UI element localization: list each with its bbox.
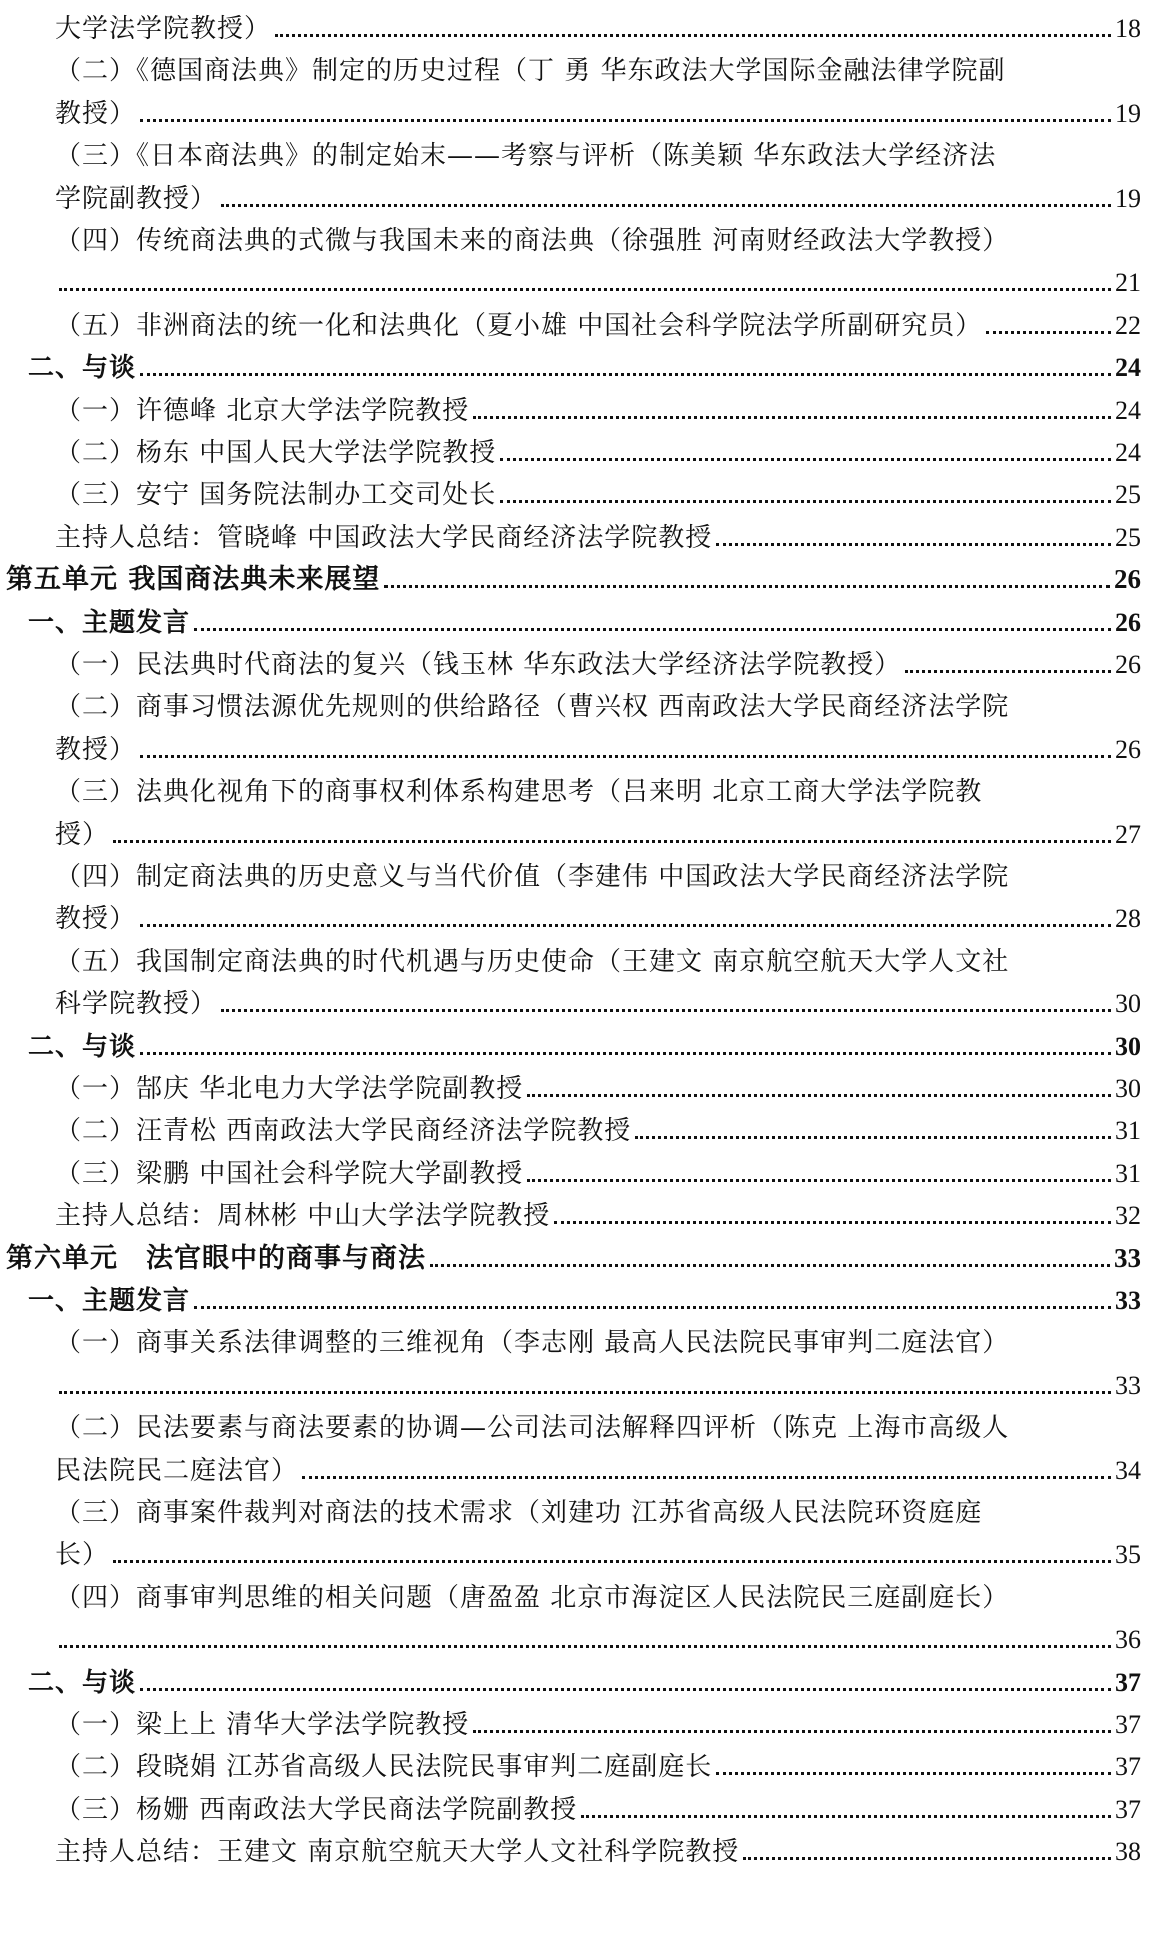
- toc-entry-title: （三）《日本商法典》的制定始末——考察与评析（陈美颖 华东政法大学经济法: [55, 141, 997, 172]
- dot-leader: [140, 755, 1111, 758]
- toc-entry-title: 教授）: [55, 734, 137, 765]
- toc-page-number: 22: [1115, 310, 1141, 340]
- toc-entry-title: （二）《德国商法典》制定的历史过程（丁 勇 华东政法大学国际金融法律学院副: [55, 56, 1006, 87]
- toc-entry[interactable]: [55, 85, 1141, 127]
- toc-entry-title: （五）非洲商法的统一化和法典化（夏小雄 中国社会科学院法学所副研究员）: [55, 310, 983, 341]
- toc-entry[interactable]: [6, 551, 1141, 596]
- toc-page-number: 26: [1115, 650, 1141, 679]
- dot-leader: [59, 288, 1111, 291]
- toc-entry-title: 主持人总结：王建文 南京航空航天大学人文社科学院教授: [55, 1837, 740, 1868]
- toc-entry-title: 科学院教授）: [55, 989, 218, 1020]
- toc-page-number: 30: [1115, 1031, 1141, 1061]
- toc-entry[interactable]: [55, 466, 1141, 511]
- dot-leader: [986, 331, 1111, 334]
- toc-entry[interactable]: [55, 297, 1141, 339]
- toc-page-number: 37: [1115, 1752, 1141, 1782]
- toc-entry-title: （五）我国制定商法典的时代机遇与历史使命（王建文 南京航空航天大学人文社: [55, 946, 1010, 977]
- toc-entry-title: 主持人总结：管晓峰 中国政法大学民商经济法学院教授: [55, 522, 713, 553]
- toc-page-number: 31: [1115, 1116, 1141, 1146]
- toc-entry[interactable]: [55, 1187, 1141, 1232]
- dot-leader: [716, 543, 1111, 546]
- toc-entry-title: （一）民法典时代商法的复兴（钱玉林 华东政法大学经济法学院教授）: [55, 650, 902, 680]
- dot-leader: [113, 1560, 1111, 1563]
- toc-page-number: 38: [1115, 1837, 1141, 1867]
- toc-entry-title: （一）梁上上 清华大学法学院教授: [55, 1710, 470, 1740]
- toc-page-number: 33: [1115, 1370, 1141, 1400]
- toc-entry-title: 一、主题发言: [28, 607, 191, 638]
- toc-entry[interactable]: [55, 424, 1141, 466]
- dot-leader: [527, 1179, 1111, 1182]
- toc-page-number: 25: [1115, 480, 1141, 510]
- toc-page-number: 26: [1114, 564, 1141, 595]
- toc-entry-title: 一、主题发言: [28, 1286, 191, 1316]
- toc-entry[interactable]: [55, 1442, 1141, 1484]
- dot-leader: [500, 500, 1111, 503]
- toc-page-number: 32: [1115, 1201, 1141, 1231]
- toc-entry-title: （四）制定商法典的历史意义与当代价值（李建伟 中国政法大学民商经济法学院: [55, 862, 1010, 892]
- toc-page-number: 19: [1115, 183, 1141, 213]
- dot-leader: [140, 1688, 1111, 1691]
- dot-leader: [221, 1009, 1111, 1012]
- toc-entry[interactable]: [28, 339, 1141, 384]
- toc-page-number: 33: [1115, 1286, 1141, 1315]
- toc-page-number: 30: [1115, 1074, 1141, 1103]
- dot-leader: [384, 585, 1110, 588]
- toc-entry[interactable]: [55, 1823, 1141, 1868]
- toc-entry-title: 民法院民二庭法官）: [55, 1455, 299, 1486]
- toc-entry-title: （二）杨东 中国人民大学法学院教授: [55, 438, 497, 468]
- dot-leader: [500, 458, 1111, 461]
- toc-entry-title: 长）: [55, 1540, 110, 1571]
- dot-leader: [716, 1772, 1111, 1775]
- toc-entry[interactable]: [55, 1738, 1141, 1783]
- toc-entry-title: （三）安宁 国务院法制办工交司处长: [55, 480, 497, 511]
- toc-entry-title: 第五单元 我国商法典未来展望: [6, 564, 381, 596]
- toc-entry-title: （二）民法要素与商法要素的协调—公司法司法解释四评析（陈克 上海市高级人: [55, 1413, 1010, 1444]
- dot-leader: [221, 204, 1111, 207]
- dot-leader: [59, 1645, 1111, 1648]
- toc-page-number: 26: [1115, 734, 1141, 764]
- toc-entry-title: （二）商事习惯法源优先规则的供给路径（曹兴权 西南政法大学民商经济法学院: [55, 692, 1010, 723]
- toc-entry[interactable]: [6, 1230, 1141, 1272]
- toc-entry-title: （二）汪青松 西南政法大学民商经济法学院教授: [55, 1116, 632, 1147]
- toc-page-number: 24: [1115, 395, 1141, 425]
- toc-page-number: 25: [1115, 522, 1141, 552]
- toc-entry[interactable]: [55, 1102, 1141, 1147]
- toc-page-number: 34: [1115, 1455, 1141, 1485]
- toc-entry[interactable]: [55, 254, 1141, 296]
- dot-leader: [473, 1730, 1111, 1733]
- toc-entry-title: 授）: [55, 819, 110, 850]
- toc-page-number: 27: [1115, 819, 1141, 849]
- toc-page-number: 28: [1115, 904, 1141, 934]
- toc-entry-title: （三）杨姗 西南政法大学民商法学院副教授: [55, 1794, 578, 1825]
- toc-entry[interactable]: [28, 1272, 1141, 1314]
- toc-entry[interactable]: [55, 509, 1141, 551]
- toc-page-number: 33: [1114, 1242, 1141, 1273]
- toc-entry-title: （三）法典化视角下的商事权利体系构建思考（吕来明 北京工商大学法学院教: [55, 777, 983, 808]
- toc-page-number: 24: [1115, 353, 1141, 383]
- toc-page-number: 36: [1115, 1625, 1141, 1655]
- toc-entry-title: 二、与谈: [28, 1667, 137, 1698]
- toc-entry[interactable]: [28, 594, 1141, 636]
- dot-leader: [59, 1391, 1111, 1394]
- toc-entry-title: 第六单元 法官眼中的商事与商法: [6, 1242, 426, 1274]
- dot-leader: [554, 1221, 1111, 1224]
- toc-page-number: 37: [1115, 1667, 1141, 1697]
- toc-entry[interactable]: [55, 721, 1141, 763]
- dot-leader: [905, 670, 1111, 673]
- toc-entry[interactable]: [55, 1145, 1141, 1187]
- dot-leader: [473, 416, 1111, 419]
- dot-leader: [581, 1815, 1111, 1818]
- dot-leader: [430, 1264, 1110, 1267]
- toc-entry[interactable]: [55, 636, 1141, 678]
- toc-entry[interactable]: [55, 0, 1141, 42]
- toc-entry[interactable]: [55, 1781, 1141, 1823]
- toc-entry[interactable]: [28, 1018, 1141, 1060]
- toc-entry-title: （四）商事审判思维的相关问题（唐盈盈 北京市海淀区人民法院民三庭副庭长）: [55, 1582, 1010, 1613]
- toc-entry[interactable]: [55, 1060, 1141, 1102]
- toc-entry-title: 二、与谈: [28, 1031, 137, 1062]
- toc-entry[interactable]: [55, 1611, 1141, 1653]
- toc-entry[interactable]: [28, 1654, 1141, 1696]
- dot-leader: [302, 1476, 1111, 1479]
- toc-page-number: 18: [1115, 14, 1141, 43]
- dot-leader: [743, 1857, 1111, 1860]
- dot-leader: [194, 1306, 1111, 1309]
- toc-entry-title: 二、与谈: [28, 353, 137, 384]
- toc-entry[interactable]: [55, 806, 1141, 848]
- toc-page-number: 26: [1115, 607, 1141, 637]
- dot-leader: [635, 1136, 1111, 1139]
- dot-leader: [113, 840, 1111, 843]
- toc-entry-title: （一）商事关系法律调整的三维视角（李志刚 最高人民法院民事审判二庭法官）: [55, 1328, 1010, 1359]
- toc-page-number: 35: [1115, 1540, 1141, 1570]
- dot-leader: [140, 924, 1111, 927]
- dot-leader: [275, 34, 1111, 37]
- toc-entry-title: （三）梁鹏 中国社会科学院大学副教授: [55, 1158, 524, 1189]
- toc-entry[interactable]: [55, 975, 1141, 1020]
- toc-entry-title: 教授）: [55, 904, 137, 935]
- toc-page-number: 24: [1115, 438, 1141, 467]
- toc-entry[interactable]: [55, 1526, 1141, 1571]
- toc-entry-title: 大学法学院教授）: [55, 14, 272, 44]
- dot-leader: [140, 373, 1111, 376]
- toc-page-number: 19: [1115, 98, 1141, 128]
- toc-page-number: 37: [1115, 1710, 1141, 1739]
- toc-entry-title: 学院副教授）: [55, 183, 218, 214]
- toc-entry-title: （一）郜庆 华北电力大学法学院副教授: [55, 1074, 524, 1104]
- toc-page-number: 30: [1115, 989, 1141, 1019]
- toc-entry-title: （一）许德峰 北京大学法学院教授: [55, 395, 470, 426]
- toc-page-number: 37: [1115, 1794, 1141, 1824]
- toc-entry-title: （四）传统商法典的式微与我国未来的商法典（徐强胜 河南财经政法大学教授）: [55, 226, 1010, 256]
- toc-entry[interactable]: [55, 382, 1141, 424]
- toc-page-number: 31: [1115, 1158, 1141, 1188]
- toc-entry[interactable]: [55, 170, 1141, 212]
- toc-entry[interactable]: [55, 890, 1141, 935]
- toc-page-number: 21: [1115, 268, 1141, 298]
- toc-entry-title: 主持人总结：周林彬 中山大学法学院教授: [55, 1201, 551, 1232]
- toc-entry-title: 教授）: [55, 98, 137, 129]
- dot-leader: [194, 628, 1111, 631]
- toc-entry-title: （三）商事案件裁判对商法的技术需求（刘建功 江苏省高级人民法院环资庭庭: [55, 1498, 983, 1528]
- dot-leader: [140, 119, 1111, 122]
- toc-entry[interactable]: [55, 1696, 1141, 1738]
- toc-entry[interactable]: [55, 1357, 1141, 1399]
- dot-leader: [527, 1094, 1111, 1097]
- dot-leader: [140, 1052, 1111, 1055]
- toc-entry-title: （二）段晓娟 江苏省高级人民法院民事审判二庭副庭长: [55, 1752, 713, 1783]
